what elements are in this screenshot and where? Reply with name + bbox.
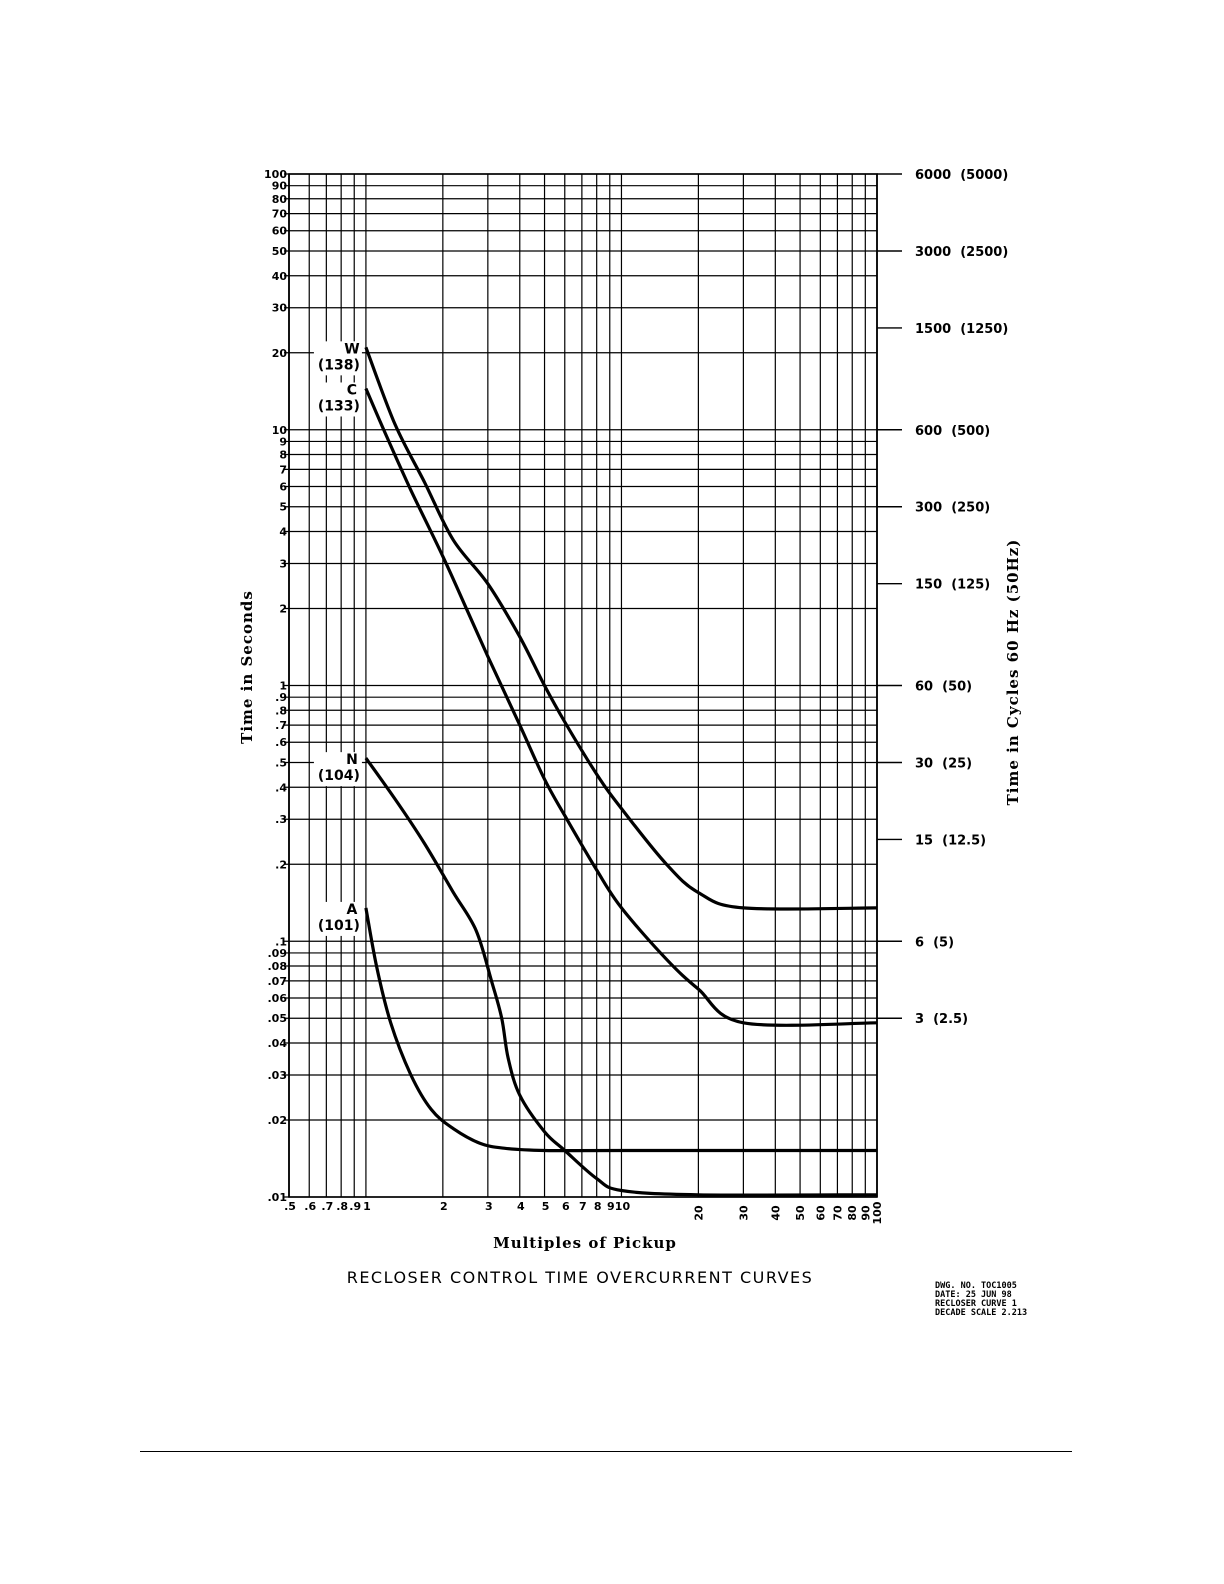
y2-tick-label: 15 (12.5) (915, 833, 987, 849)
y2-tick-label: 3000 (2500) (915, 244, 1009, 260)
chart-title: RECLOSER CONTROL TIME OVERCURRENT CURVES (346, 1268, 814, 1287)
x-tick-label: 9 (606, 1200, 615, 1213)
y2-tick-label: 6 (5) (915, 935, 955, 951)
y-tick-label: 3 (279, 557, 287, 571)
y-tick-label: .2 (275, 858, 287, 872)
y-tick-label: 70 (271, 207, 287, 221)
y-tick-label: .4 (275, 781, 287, 795)
x-tick-label: 7 (579, 1200, 587, 1213)
y-tick-label: .02 (267, 1114, 287, 1128)
y-tick-label: .7 (275, 719, 287, 733)
x-tick-label: 6 (561, 1200, 570, 1213)
x-tick-label: 1 (363, 1200, 371, 1213)
x-tick-label: 100 (871, 1201, 884, 1225)
y-tick-label: .6 (275, 736, 287, 750)
y2-tick-label: 30 (25) (915, 756, 973, 772)
chart-grid (284, 174, 902, 1197)
y-tick-label: 80 (271, 192, 287, 206)
x-tick-label: .8 (336, 1200, 349, 1213)
y-tick-label: .01 (267, 1191, 287, 1204)
curve-letter-label: C (346, 382, 358, 399)
y-tick-label: 2 (279, 602, 287, 616)
drawing-date: DATE: 25 JUN 98 (935, 1290, 1012, 1300)
y-tick-label: 5 (279, 500, 287, 514)
x-tick-label: 50 (794, 1205, 808, 1221)
y-tick-label: 4 (279, 525, 287, 539)
y-tick-label: 30 (271, 301, 287, 315)
x-tick-label: 80 (846, 1205, 860, 1221)
drawing-number: DWG. NO. TOC1005 (935, 1281, 1017, 1291)
y-tick-label: .09 (267, 946, 287, 960)
y-tick-label: .9 (275, 691, 287, 705)
y2-tick-label: 60 (50) (915, 679, 973, 695)
y-tick-label: .03 (267, 1068, 287, 1082)
x-tick-label: 8 (593, 1200, 602, 1213)
x-tick-label: .9 (349, 1200, 362, 1213)
y-tick-label: .04 (267, 1037, 287, 1051)
curve-letter-label: N (346, 752, 358, 769)
y-tick-label: .06 (267, 991, 287, 1005)
drawing-curve-name: RECLOSER CURVE 1 (935, 1299, 1017, 1309)
y2-tick-label: 3 (2.5) (915, 1012, 969, 1028)
x-tick-label: 30 (737, 1205, 751, 1221)
y-tick-label: .08 (267, 960, 287, 974)
curve-letter-label: W (344, 341, 360, 358)
drawing-decade-scale: DECADE SCALE 2.213 (935, 1308, 1028, 1318)
y-axis-title: Time in Seconds (238, 590, 256, 744)
drawing-info-block (935, 1282, 1027, 1318)
y-tick-label: 100 (264, 168, 287, 181)
x-tick-label: 4 (516, 1200, 525, 1213)
x-tick-label: 60 (814, 1205, 828, 1221)
y-tick-label: 60 (271, 224, 287, 238)
curve-code-label: (104) (317, 768, 360, 785)
y-tick-label: .3 (275, 813, 287, 827)
tick-labels (264, 168, 1008, 1224)
y-tick-label: 9 (279, 435, 287, 449)
x-tick-label: .6 (304, 1200, 317, 1213)
x-tick-label: 5 (541, 1200, 550, 1213)
y-tick-label: .5 (275, 756, 287, 770)
y-tick-label: 1 (279, 679, 287, 693)
y-tick-label: 90 (271, 179, 287, 193)
x-axis-title: Multiples of Pickup (493, 1234, 677, 1252)
x-tick-label: .5 (284, 1200, 296, 1213)
y-tick-label: 20 (271, 346, 287, 360)
y2-tick-label: 1500 (1250) (915, 321, 1009, 337)
y2-tick-label: 6000 (5000) (915, 168, 1009, 183)
x-tick-label: .7 (321, 1200, 334, 1213)
y-tick-label: .1 (275, 935, 287, 949)
y-tick-label: .07 (267, 974, 287, 988)
y-tick-label: 7 (279, 463, 287, 477)
y-tick-label: 8 (279, 448, 287, 462)
page-footer-rule (140, 1451, 1072, 1452)
x-tick-label: 2 (440, 1200, 448, 1213)
x-tick-label: 90 (859, 1205, 873, 1221)
curve-letter-label: A (346, 901, 358, 918)
curve-code-label: (101) (317, 917, 360, 934)
y2-tick-label: 600 (500) (915, 423, 991, 439)
x-tick-label: 3 (485, 1200, 493, 1213)
x-tick-label: 10 (614, 1200, 631, 1213)
y-tick-label: .05 (267, 1012, 287, 1026)
y-tick-label: 40 (271, 269, 287, 283)
y2-axis-title: Time in Cycles 60 Hz (50Hz) (1004, 538, 1022, 806)
x-tick-label: 70 (831, 1205, 845, 1221)
y-tick-label: 10 (271, 423, 287, 437)
y-tick-label: 6 (279, 480, 287, 494)
curve-code-label: (133) (317, 398, 360, 415)
y-tick-label: 50 (271, 244, 287, 258)
y2-tick-label: 150 (125) (915, 577, 991, 593)
x-tick-label: 40 (769, 1205, 783, 1221)
y-tick-label: .8 (275, 704, 287, 718)
y2-tick-label: 300 (250) (915, 500, 991, 516)
x-tick-label: 20 (692, 1205, 706, 1221)
curve-code-label: (138) (317, 357, 360, 374)
